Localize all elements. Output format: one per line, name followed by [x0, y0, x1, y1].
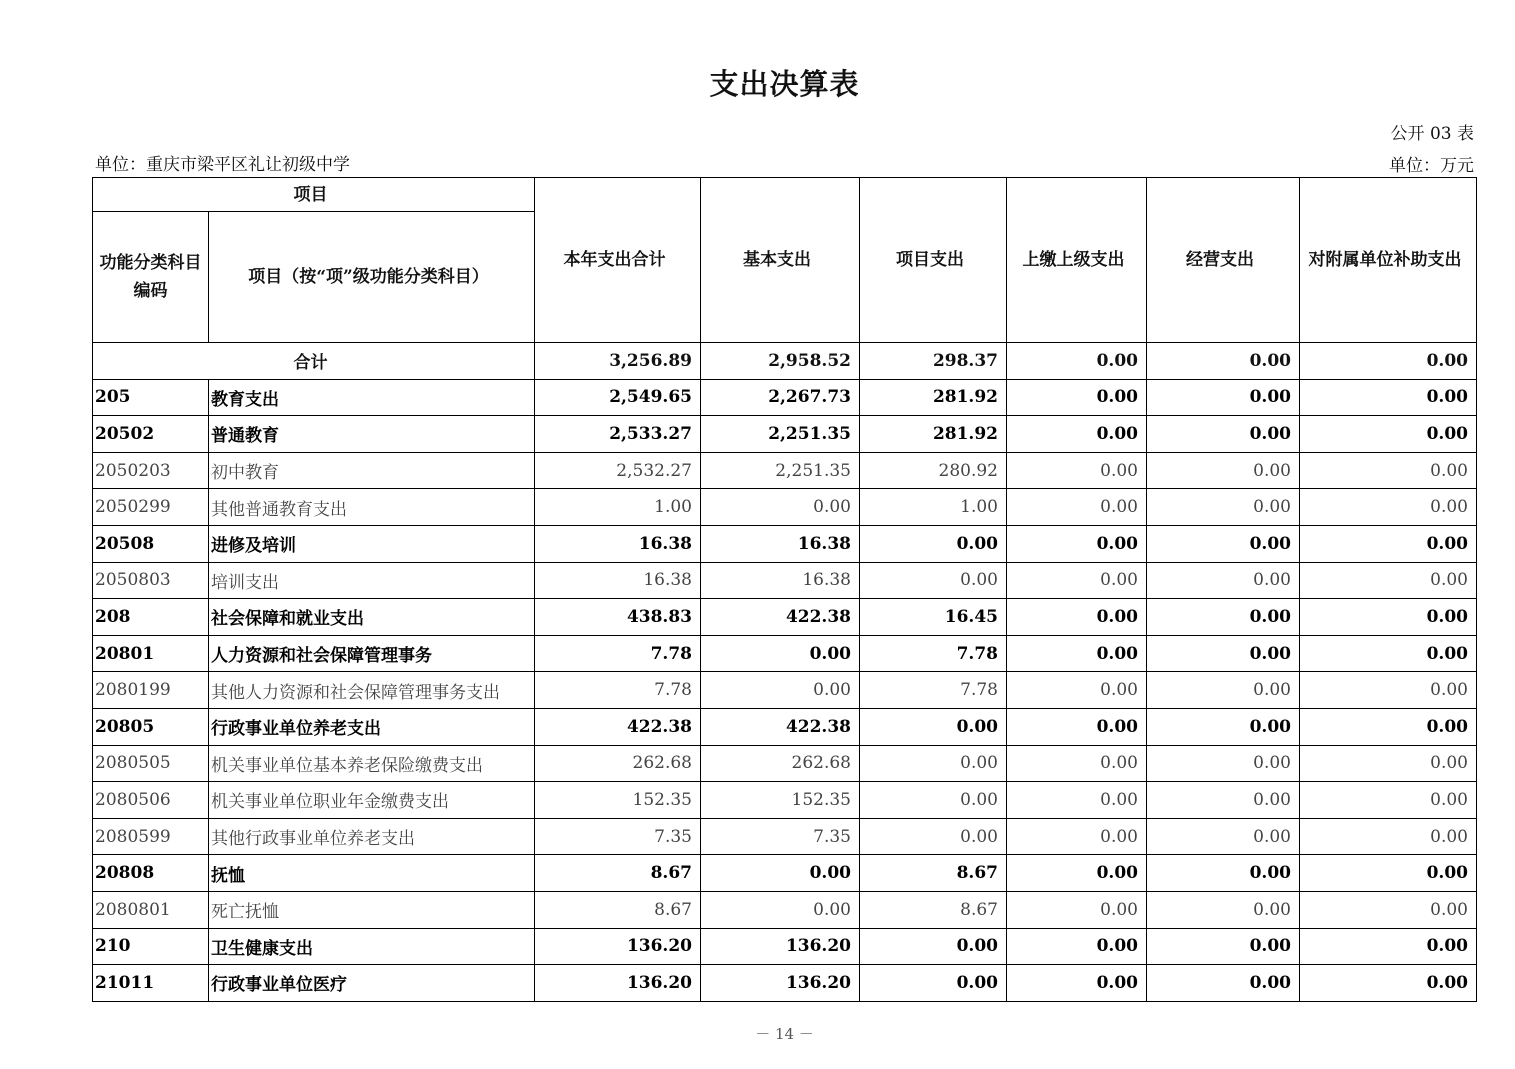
row-value: 7.35 — [701, 818, 860, 855]
row-value: 0.00 — [1147, 489, 1300, 526]
row-value: 0.00 — [1300, 745, 1477, 782]
row-value: 0.00 — [701, 891, 860, 928]
total-label: 合计 — [93, 343, 535, 380]
row-value: 0.00 — [701, 635, 860, 672]
row-value: 0.00 — [1147, 928, 1300, 965]
row-name: 行政事业单位养老支出 — [209, 708, 535, 745]
row-value: 422.38 — [701, 599, 860, 636]
row-value: 0.00 — [1300, 818, 1477, 855]
row-value: 7.78 — [860, 672, 1007, 709]
row-name: 卫生健康支出 — [209, 928, 535, 965]
table-row — [93, 489, 1477, 526]
total-row — [93, 343, 1477, 380]
row-code: 20801 — [93, 635, 209, 672]
row-value: 136.20 — [535, 965, 701, 1002]
row-value: 0.00 — [1147, 416, 1300, 453]
header-subsidy: 对附属单位补助支出 — [1300, 178, 1477, 343]
table-number: 公开 03 表 — [1390, 124, 1474, 144]
table-row — [93, 379, 1477, 416]
row-value: 0.00 — [1007, 782, 1147, 819]
row-value: 136.20 — [535, 928, 701, 965]
row-value: 0.00 — [860, 928, 1007, 965]
header-business: 经营支出 — [1147, 178, 1300, 343]
row-name: 行政事业单位医疗 — [209, 965, 535, 1002]
row-value: 1.00 — [860, 489, 1007, 526]
row-value: 262.68 — [701, 745, 860, 782]
row-value: 0.00 — [701, 489, 860, 526]
organization-unit: 单位：重庆市梁平区礼让初级中学 — [95, 155, 350, 175]
row-value: 0.00 — [1147, 965, 1300, 1002]
row-name: 社会保障和就业支出 — [209, 599, 535, 636]
row-value: 8.67 — [860, 891, 1007, 928]
row-value: 0.00 — [1300, 855, 1477, 892]
table-row — [93, 965, 1477, 1002]
row-value: 0.00 — [1300, 562, 1477, 599]
row-value: 2,533.27 — [535, 416, 701, 453]
table-row — [93, 672, 1477, 709]
row-value: 0.00 — [1007, 525, 1147, 562]
table-row — [93, 525, 1477, 562]
row-value: 16.38 — [535, 562, 701, 599]
row-value: 2,251.35 — [701, 452, 860, 489]
row-name: 机关事业单位职业年金缴费支出 — [209, 782, 535, 819]
row-value: 0.00 — [860, 965, 1007, 1002]
row-value: 0.00 — [1147, 525, 1300, 562]
row-value: 0.00 — [1147, 562, 1300, 599]
row-value: 0.00 — [1007, 672, 1147, 709]
row-value: 0.00 — [1007, 928, 1147, 965]
row-value: 280.92 — [860, 452, 1007, 489]
row-value: 0.00 — [1007, 416, 1147, 453]
table-row — [93, 745, 1477, 782]
total-value: 0.00 — [1300, 343, 1477, 380]
row-name: 教育支出 — [209, 379, 535, 416]
row-value: 0.00 — [1300, 965, 1477, 1002]
row-value: 136.20 — [701, 965, 860, 1002]
row-name: 普通教育 — [209, 416, 535, 453]
row-value: 0.00 — [1300, 452, 1477, 489]
row-value: 0.00 — [1147, 672, 1300, 709]
table-row — [93, 708, 1477, 745]
row-code: 2080599 — [93, 818, 209, 855]
row-value: 0.00 — [860, 708, 1007, 745]
row-name: 其他普通教育支出 — [209, 489, 535, 526]
row-value: 0.00 — [1007, 635, 1147, 672]
row-value: 7.78 — [535, 635, 701, 672]
row-value: 0.00 — [1300, 525, 1477, 562]
header-basic: 基本支出 — [701, 178, 860, 343]
row-value: 0.00 — [1147, 379, 1300, 416]
row-code: 20805 — [93, 708, 209, 745]
row-value: 2,267.73 — [701, 379, 860, 416]
table-row — [93, 562, 1477, 599]
row-name: 初中教育 — [209, 452, 535, 489]
table-row — [93, 635, 1477, 672]
row-name: 进修及培训 — [209, 525, 535, 562]
row-value: 0.00 — [1300, 891, 1477, 928]
row-code: 20808 — [93, 855, 209, 892]
header-upper: 上缴上级支出 — [1007, 178, 1147, 343]
total-value: 2,958.52 — [701, 343, 860, 380]
header-name: 项目（按“项”级功能分类科目） — [209, 212, 535, 343]
row-value: 7.78 — [860, 635, 1007, 672]
row-value: 0.00 — [860, 745, 1007, 782]
row-value: 0.00 — [1007, 818, 1147, 855]
row-value: 0.00 — [1147, 782, 1300, 819]
row-value: 0.00 — [1300, 635, 1477, 672]
row-value: 152.35 — [535, 782, 701, 819]
expenditure-table — [92, 177, 1477, 1002]
row-value: 8.67 — [535, 855, 701, 892]
row-code: 2080506 — [93, 782, 209, 819]
row-value: 0.00 — [1300, 672, 1477, 709]
row-value: 0.00 — [1007, 965, 1147, 1002]
row-value: 8.67 — [535, 891, 701, 928]
row-value: 0.00 — [1300, 599, 1477, 636]
row-code: 2050203 — [93, 452, 209, 489]
table-row — [93, 891, 1477, 928]
total-value: 3,256.89 — [535, 343, 701, 380]
row-value: 0.00 — [1147, 708, 1300, 745]
row-name: 其他人力资源和社会保障管理事务支出 — [209, 672, 535, 709]
row-value: 0.00 — [1147, 452, 1300, 489]
table-row — [93, 782, 1477, 819]
row-value: 2,251.35 — [701, 416, 860, 453]
row-value: 16.38 — [701, 525, 860, 562]
row-value: 16.45 — [860, 599, 1007, 636]
row-value: 0.00 — [1300, 782, 1477, 819]
row-value: 0.00 — [1007, 489, 1147, 526]
currency-unit: 单位：万元 — [1389, 156, 1474, 176]
row-name: 培训支出 — [209, 562, 535, 599]
row-value: 0.00 — [1007, 599, 1147, 636]
row-code: 210 — [93, 928, 209, 965]
row-value: 0.00 — [1300, 708, 1477, 745]
row-name: 死亡抚恤 — [209, 891, 535, 928]
row-code: 2080801 — [93, 891, 209, 928]
row-value: 0.00 — [701, 855, 860, 892]
header-total: 本年支出合计 — [535, 178, 701, 343]
row-value: 0.00 — [860, 818, 1007, 855]
row-value: 2,532.27 — [535, 452, 701, 489]
table-row — [93, 855, 1477, 892]
row-value: 0.00 — [1007, 708, 1147, 745]
row-code: 2080505 — [93, 745, 209, 782]
row-value: 0.00 — [1007, 562, 1147, 599]
row-value: 0.00 — [701, 672, 860, 709]
table-row — [93, 818, 1477, 855]
row-value: 0.00 — [1300, 416, 1477, 453]
row-code: 20502 — [93, 416, 209, 453]
row-name: 人力资源和社会保障管理事务 — [209, 635, 535, 672]
row-value: 7.78 — [535, 672, 701, 709]
row-value: 422.38 — [701, 708, 860, 745]
row-value: 0.00 — [1300, 928, 1477, 965]
row-value: 0.00 — [1300, 489, 1477, 526]
page-title: 支出决算表 — [709, 67, 860, 101]
row-value: 0.00 — [1007, 379, 1147, 416]
row-code: 2050803 — [93, 562, 209, 599]
row-code: 208 — [93, 599, 209, 636]
row-value: 0.00 — [1147, 855, 1300, 892]
row-name: 抚恤 — [209, 855, 535, 892]
row-value: 2,549.65 — [535, 379, 701, 416]
header-project-expenditure: 项目支出 — [860, 178, 1007, 343]
row-value: 281.92 — [860, 379, 1007, 416]
row-value: 0.00 — [1007, 745, 1147, 782]
table-row — [93, 599, 1477, 636]
table-row — [93, 452, 1477, 489]
row-value: 0.00 — [1147, 818, 1300, 855]
row-value: 0.00 — [1147, 599, 1300, 636]
row-value: 422.38 — [535, 708, 701, 745]
header-code: 功能分类科目编码 — [93, 212, 209, 343]
row-value: 136.20 — [701, 928, 860, 965]
row-value: 0.00 — [1007, 891, 1147, 928]
total-value: 298.37 — [860, 343, 1007, 380]
row-value: 1.00 — [535, 489, 701, 526]
row-value: 0.00 — [860, 782, 1007, 819]
total-value: 0.00 — [1007, 343, 1147, 380]
row-name: 机关事业单位基本养老保险缴费支出 — [209, 745, 535, 782]
row-value: 16.38 — [535, 525, 701, 562]
page-number: － 14 － — [755, 1025, 814, 1043]
row-value: 8.67 — [860, 855, 1007, 892]
row-code: 2080199 — [93, 672, 209, 709]
row-code: 21011 — [93, 965, 209, 1002]
row-value: 0.00 — [1147, 745, 1300, 782]
row-value: 0.00 — [1147, 891, 1300, 928]
row-value: 0.00 — [860, 562, 1007, 599]
row-value: 0.00 — [860, 525, 1007, 562]
table-row — [93, 416, 1477, 453]
row-code: 2050299 — [93, 489, 209, 526]
row-value: 7.35 — [535, 818, 701, 855]
row-value: 0.00 — [1147, 635, 1300, 672]
row-value: 0.00 — [1007, 855, 1147, 892]
row-value: 152.35 — [701, 782, 860, 819]
total-value: 0.00 — [1147, 343, 1300, 380]
row-code: 205 — [93, 379, 209, 416]
header-project: 项目 — [93, 178, 535, 212]
row-value: 438.83 — [535, 599, 701, 636]
row-value: 0.00 — [1300, 379, 1477, 416]
table-row — [93, 928, 1477, 965]
row-value: 0.00 — [1007, 452, 1147, 489]
row-value: 281.92 — [860, 416, 1007, 453]
row-value: 262.68 — [535, 745, 701, 782]
row-code: 20508 — [93, 525, 209, 562]
row-value: 16.38 — [701, 562, 860, 599]
row-name: 其他行政事业单位养老支出 — [209, 818, 535, 855]
